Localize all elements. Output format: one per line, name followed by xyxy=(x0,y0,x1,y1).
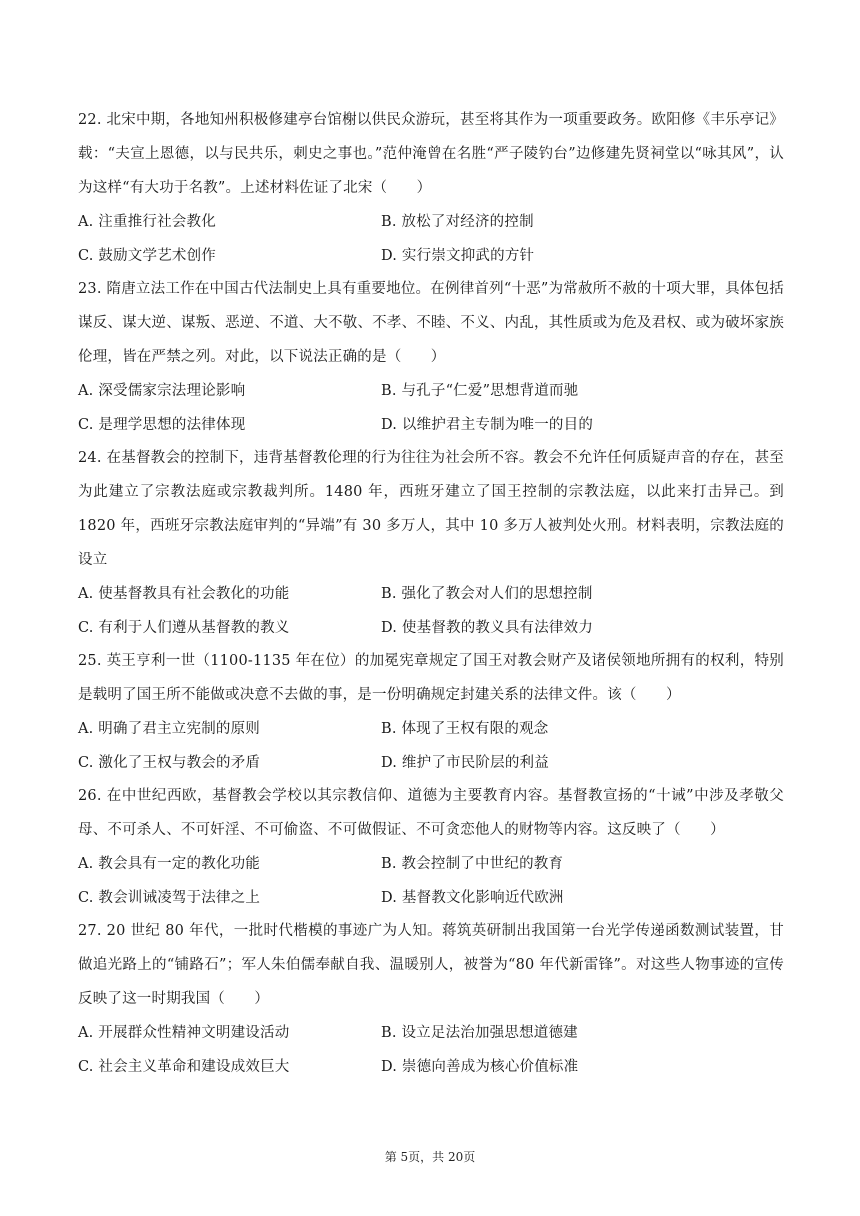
answer-options xyxy=(78,577,784,645)
option-c[interactable]: C. 是理学思想的法律体现 xyxy=(78,417,246,433)
answer-options xyxy=(78,712,784,780)
question-24 xyxy=(78,441,784,645)
option-d[interactable]: D. 使基督教的教义具有法律效力 xyxy=(381,620,594,636)
option-a[interactable]: A. 教会具有一定的教化功能 xyxy=(78,856,260,872)
question-stem: 22. 北宋中期，各地知州积极修建亭台馆榭以供民众游玩，甚至将其作为一项重要政务。欧阳修《丰乐亭记》载：“夫宣上恩德，以与民共乐，刺史之事也。”范仲淹曾在名胜“严子陵钓台”边修建先贤祠堂以“咏其风”，认为这样“有大功于名教”。上述材料佐证了北宋（ ） xyxy=(78,112,784,196)
option-d[interactable]: D. 实行崇文抑武的方针 xyxy=(381,248,535,264)
option-b[interactable]: B. 与孔子“仁爱”思想背道而驰 xyxy=(381,383,579,399)
question-stem: 24. 在基督教会的控制下，违背基督教伦理的行为往往为社会所不容。教会不允许任何质疑声音的存在，甚至为此建立了宗教法庭或宗教裁判所。1480 年，西班牙建立了国王控制的宗教法庭，以此来打击异己。到 1820 年，西班牙宗教法庭审判的“异端”有 30 多万人，其中 10 多万人被判处火刑。材料表明，宗教法庭的设立 xyxy=(78,450,784,568)
option-a[interactable]: A. 使基督教具有社会教化的功能 xyxy=(78,586,290,602)
option-d[interactable]: D. 基督教文化影响近代欧洲 xyxy=(381,890,564,906)
option-c[interactable]: C. 有利于人们遵从基督教的教义 xyxy=(78,620,290,636)
answer-options xyxy=(78,205,784,273)
option-d[interactable]: D. 以维护君主专制为唯一的目的 xyxy=(381,417,594,433)
question-22 xyxy=(78,103,784,273)
option-b[interactable]: B. 体现了王权有限的观念 xyxy=(381,721,549,737)
option-a[interactable]: A. 注重推行社会教化 xyxy=(78,214,216,230)
option-c[interactable]: C. 社会主义革命和建设成效巨大 xyxy=(78,1059,290,1075)
question-23 xyxy=(78,272,784,442)
option-a[interactable]: A. 开展群众性精神文明建设活动 xyxy=(78,1025,290,1041)
question-27 xyxy=(78,914,784,1084)
option-d[interactable]: D. 崇德向善成为核心价值标准 xyxy=(381,1059,579,1075)
question-26 xyxy=(78,779,784,915)
answer-options xyxy=(78,374,784,442)
option-b[interactable]: B. 放松了对经济的控制 xyxy=(381,214,534,230)
answer-options xyxy=(78,1016,784,1084)
option-b[interactable]: B. 设立足法治加强思想道德建 xyxy=(381,1025,578,1041)
option-c[interactable]: C. 教会训诫凌驾于法律之上 xyxy=(78,890,261,906)
option-c[interactable]: C. 鼓励文学艺术创作 xyxy=(78,248,216,264)
option-b[interactable]: B. 教会控制了中世纪的教育 xyxy=(381,856,564,872)
question-stem: 25. 英王亨利一世（1100-1135 年在位）的加冕宪章规定了国王对教会财产及诸侯领地所拥有的权利，特别是载明了国王所不能做或决意不去做的事，是一份明确规定封建关系的法律文件。该（ ） xyxy=(78,653,784,703)
question-25 xyxy=(78,644,784,780)
option-a[interactable]: A. 明确了君主立宪制的原则 xyxy=(78,721,260,737)
option-d[interactable]: D. 维护了市民阶层的利益 xyxy=(381,755,549,771)
option-c[interactable]: C. 激化了王权与教会的矛盾 xyxy=(78,755,261,771)
question-stem: 27. 20 世纪 80 年代，一批时代楷模的事迹广为人知。蒋筑英研制出我国第一台光学传递函数测试装置，甘做追光路上的“铺路石”；军人朱伯儒奉献自我、温暖别人，被誉为“80 年代新雷锋”。对这些人物事迹的宣传反映了这一时期我国（ ） xyxy=(78,923,784,1007)
question-stem: 26. 在中世纪西欧，基督教会学校以其宗教信仰、道德为主要教育内容。基督教宣扬的“十诫”中涉及孝敬父母、不可杀人、不可奸淫、不可偷盗、不可做假证、不可贪恋他人的财物等内容。这反映了（ ） xyxy=(78,788,784,838)
page-number: 第 5页，共 20页 xyxy=(384,1150,476,1164)
option-a[interactable]: A. 深受儒家宗法理论影响 xyxy=(78,383,246,399)
question-stem: 23. 隋唐立法工作在中国古代法制史上具有重要地位。在例律首列“十恶”为常赦所不赦的十项大罪，具体包括谋反、谋大逆、谋叛、恶逆、不道、大不敬、不孝、不睦、不义、内乱，其性质或为危及君权、或为破坏家族伦理，皆在严禁之列。对此，以下说法正确的是（ ） xyxy=(78,281,784,365)
answer-options xyxy=(78,847,784,915)
option-b[interactable]: B. 强化了教会对人们的思想控制 xyxy=(381,586,593,602)
